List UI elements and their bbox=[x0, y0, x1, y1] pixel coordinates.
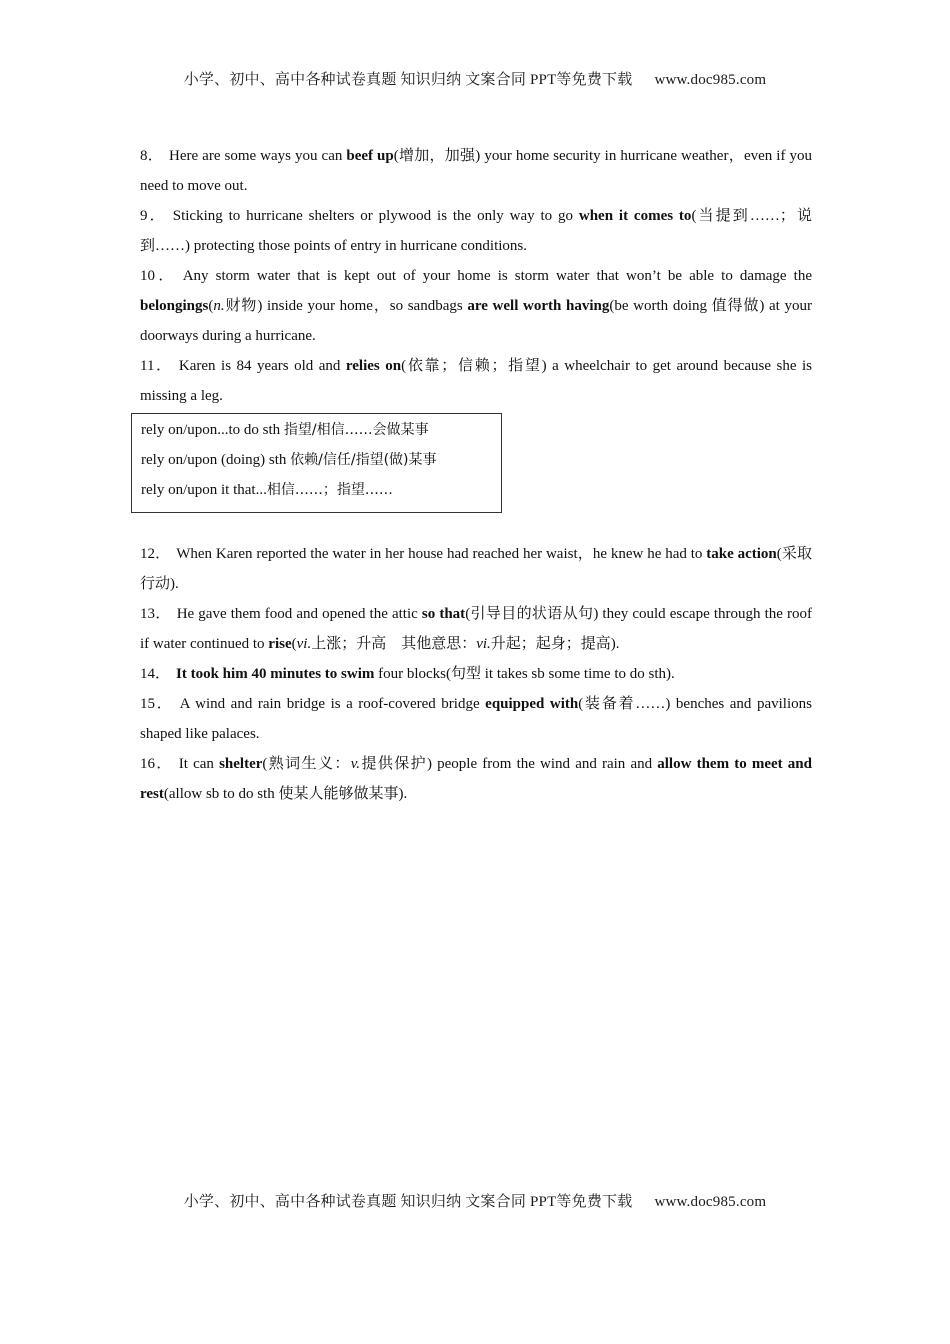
header-site-link[interactable]: www.doc985.com bbox=[654, 72, 767, 88]
item-11: 11． Karen is 84 years old and relies on(依靠；信赖；指望) a wheelchair to get around because she is missing a leg. bbox=[140, 358, 813, 404]
footer-site-link[interactable]: www.doc985.com bbox=[654, 1194, 767, 1210]
page-header bbox=[0, 68, 950, 89]
item-13: 13． He gave them food and opened the attic so that(引导目的状语从句) they could escape through the roof if water continued to rise(vi.上涨；升高 其他意思：vi.升起；起身；提高). bbox=[140, 606, 812, 652]
usage-line: rely on/upon (doing) sth 依赖/信任/指望(做)某事 bbox=[141, 452, 437, 468]
item-12: 12． When Karen reported the water in her house had reached her waist，he knew he had to take action(采取行动). bbox=[140, 546, 812, 592]
usage-line: rely on/upon...to do sth 指望/相信……会做某事 bbox=[141, 422, 429, 438]
spacer bbox=[140, 513, 812, 539]
item-10: 10． Any storm water that is kept out of your home is storm water that won’t be able to damage the belongings(n.财物) inside your home，so sandbags are well worth having(be worth doing 值得做) at your doorways during a hurricane. bbox=[140, 268, 812, 344]
document-body bbox=[140, 141, 812, 809]
item-14: 14． It took him 40 minutes to swim four blocks(句型 it takes sb some time to do sth). bbox=[140, 666, 675, 682]
item-9: 9． Sticking to hurricane shelters or plywood is the only way to go when it comes to(当提到……；说到……) protecting those points of entry in hurricane conditions. bbox=[140, 208, 812, 254]
item-15: 15． A wind and rain bridge is a roof-covered bridge equipped with(装备着……) benches and pavilions shaped like palaces. bbox=[140, 696, 812, 742]
item-8: 8． Here are some ways you can beef up(增加，加强) your home security in hurricane weather，even if you need to move out. bbox=[140, 148, 812, 194]
usage-line: rely on/upon it that...相信……；指望…… bbox=[141, 482, 393, 498]
header-text: 小学、初中、高中各种试卷真题 知识归纳 文案合同 PPT等免费下载 bbox=[183, 72, 633, 88]
rely-on-usage-box bbox=[131, 413, 502, 513]
footer-text: 小学、初中、高中各种试卷真题 知识归纳 文案合同 PPT等免费下载 bbox=[183, 1194, 633, 1210]
item-16: 16． It can shelter(熟词生义：v.提供保护) people from the wind and rain and allow them to meet and rest(allow sb to do sth 使某人能够做某事). bbox=[140, 756, 812, 802]
page-footer bbox=[0, 1190, 950, 1211]
